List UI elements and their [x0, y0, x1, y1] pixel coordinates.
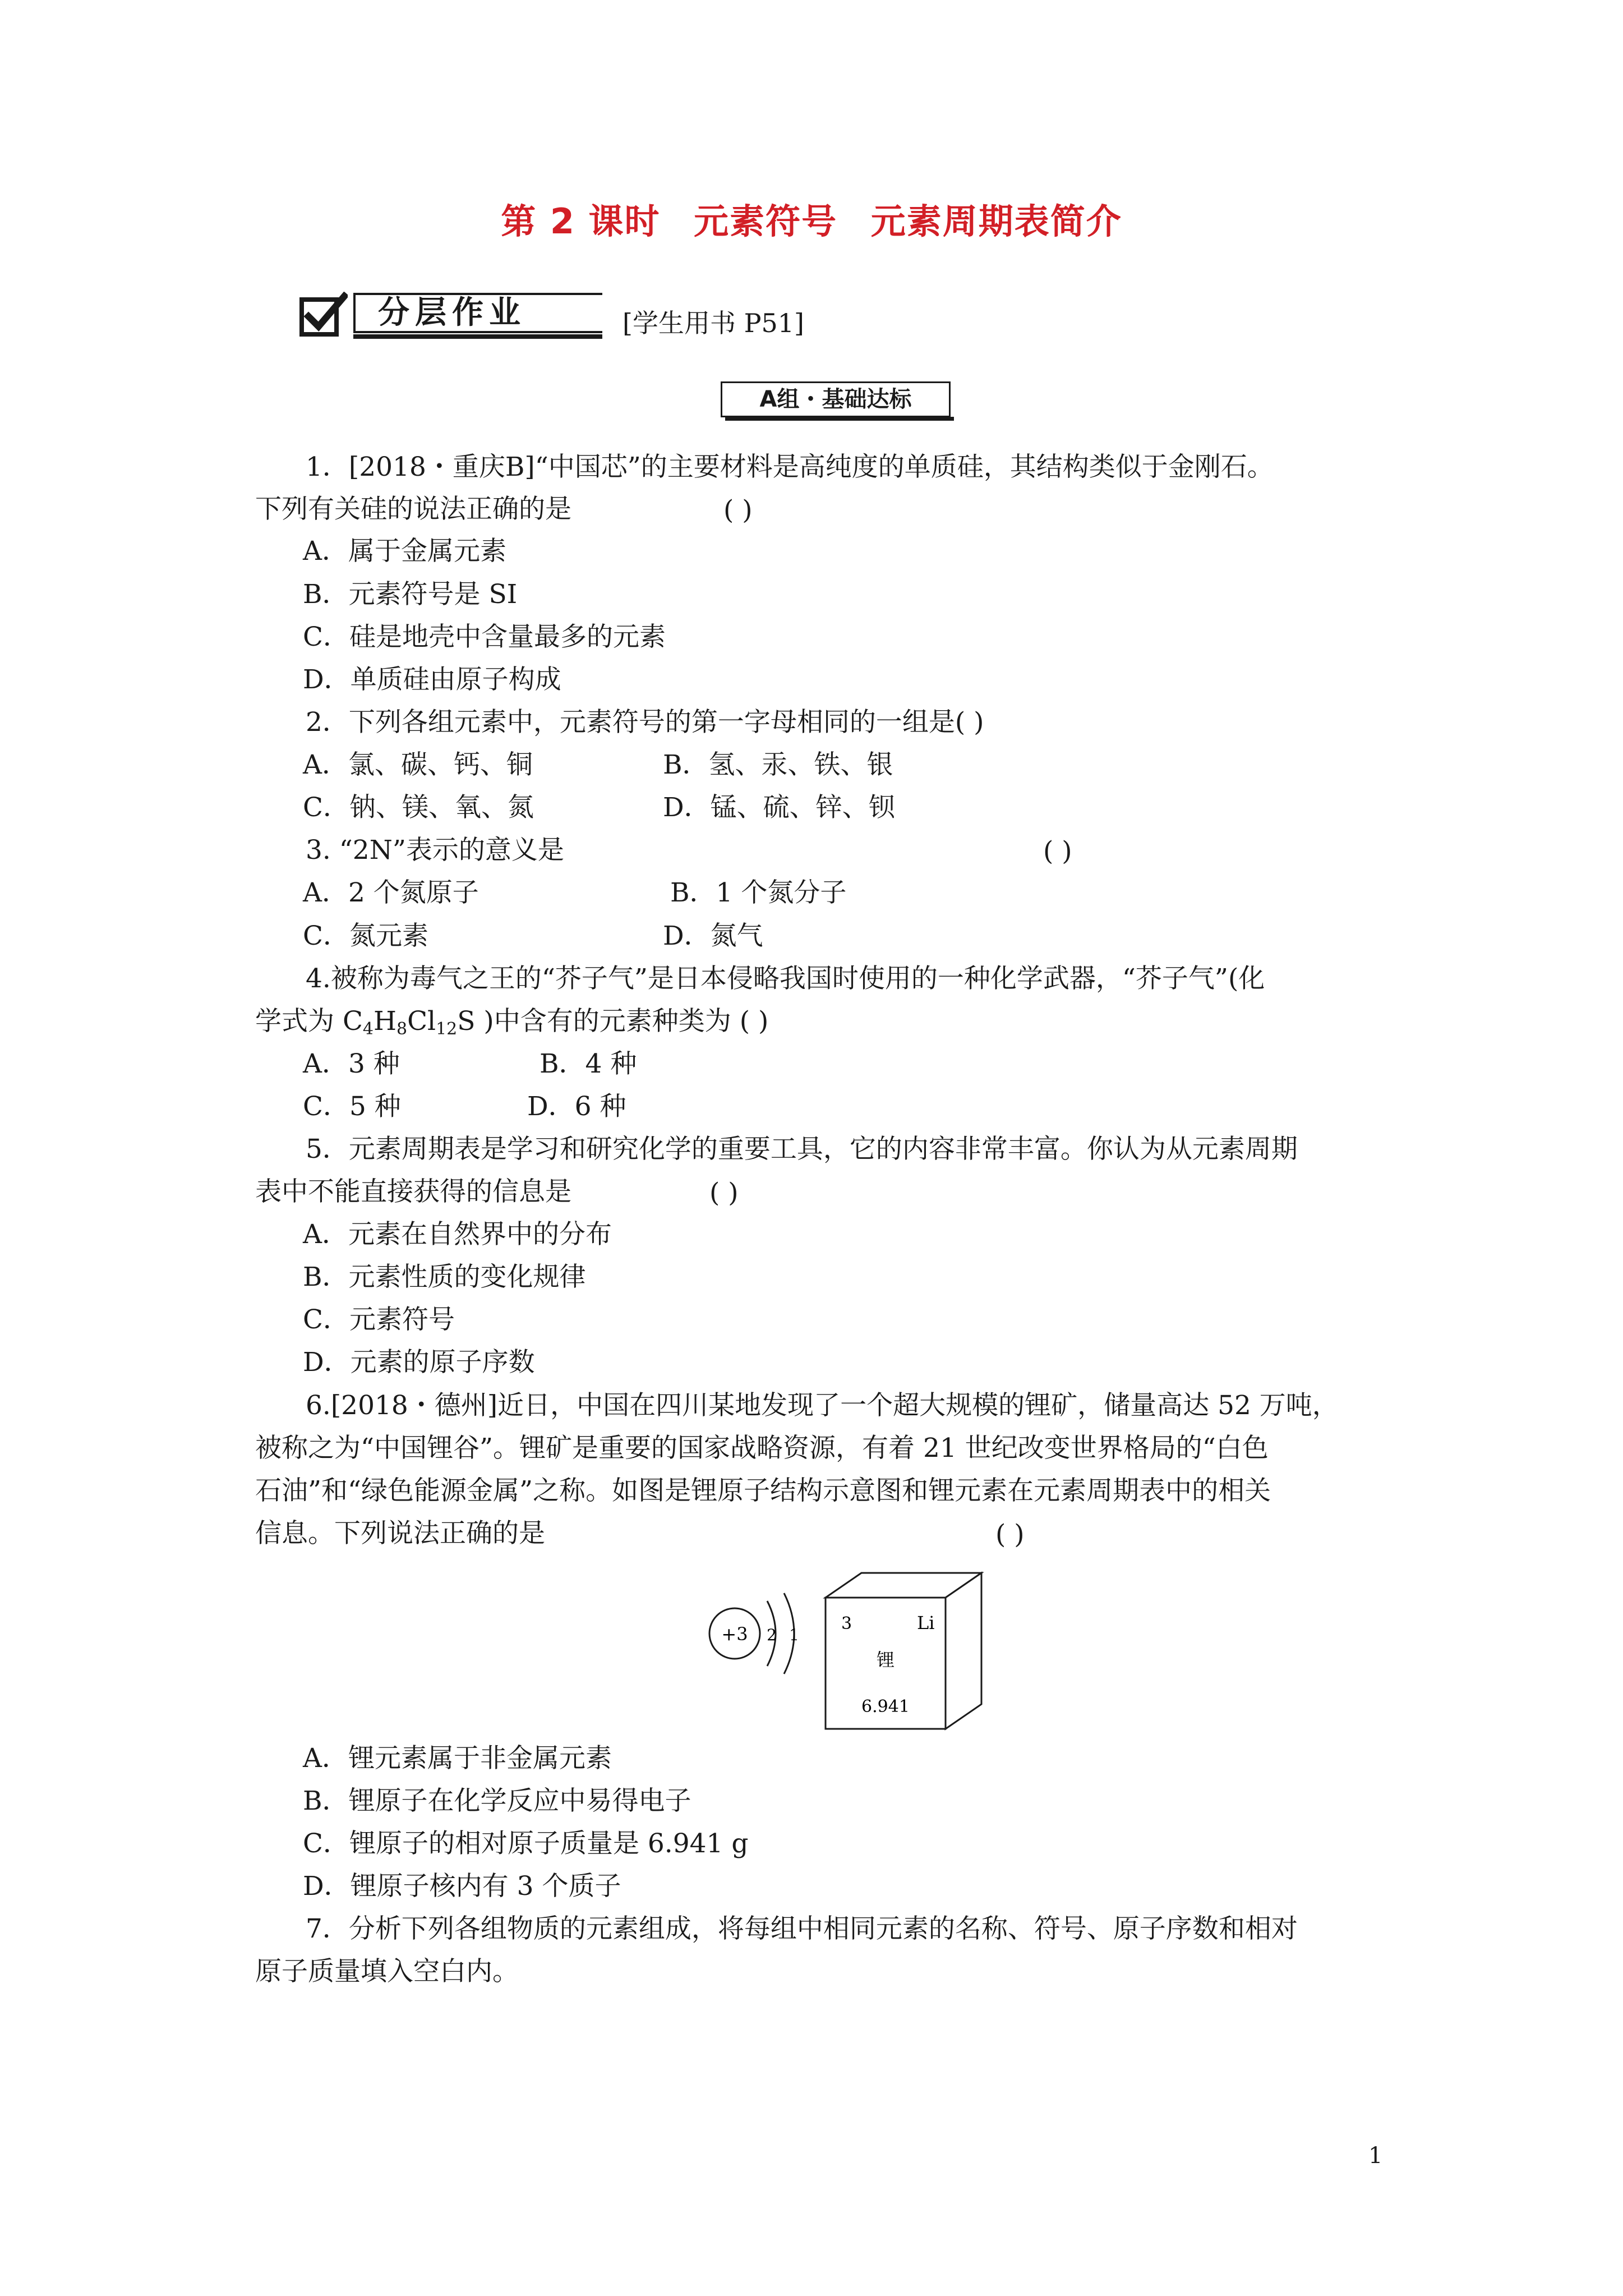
q6-option-c: C．锂原子的相对原子质量是 6.941 g — [303, 1828, 749, 1859]
q4-option-b: B．4 种 — [540, 1048, 637, 1079]
q4-sub-chlorine: 12 — [436, 1019, 458, 1039]
q3-option-d: D．氮气 — [663, 921, 763, 951]
title-periodic-table: 元素周期表简介 — [870, 201, 1122, 242]
group-label-shadow — [725, 417, 954, 421]
q4-option-a: A．3 种 — [303, 1048, 400, 1079]
q1-stem-line2: 下列有关硅的说法正确的是 — [255, 494, 571, 524]
homework-underline — [353, 334, 602, 339]
q7-stem-line2: 原子质量填入空白内。 — [255, 1956, 519, 1987]
q6-stem-line1: 6.[2018・德州]近日，中国在四川某地发现了一个超大规模的锂矿，储量高达 52 万吨， — [306, 1390, 1339, 1421]
q4-sub-hydrogen: 8 — [396, 1019, 408, 1039]
q5-option-d: D．元素的原子序数 — [303, 1347, 535, 1378]
nucleus-charge: +3 — [721, 1623, 748, 1645]
q3-option-a: A．2 个氮原子 — [303, 877, 479, 908]
q1-option-d: D．单质硅由原子构成 — [303, 664, 561, 695]
q5-option-b: B．元素性质的变化规律 — [303, 1262, 586, 1292]
q4-option-d: D．6 种 — [527, 1091, 626, 1122]
atomic-number: 3 — [841, 1614, 852, 1634]
page-number: 1 — [1368, 2143, 1383, 2169]
element-name: 锂 — [876, 1649, 895, 1671]
lithium-figure — [701, 1571, 993, 1739]
group-label: A组・基础达标 — [721, 381, 951, 417]
q3-answer-blank: ( ) — [1043, 836, 1072, 867]
q5-stem-line2: 表中不能直接获得的信息是 — [255, 1176, 571, 1207]
checkbox-checked-icon — [299, 292, 348, 340]
title-lesson: 第 2 课时 — [501, 201, 661, 242]
q1-option-b: B．元素符号是 SI — [303, 579, 518, 610]
q4-stem-line1: 4.被称为毒气之王的“芥子气”是日本侵略我国时使用的一种化学武器，“芥子气”(化 — [306, 963, 1265, 994]
q6-stem-line4: 信息。下列说法正确的是 — [255, 1518, 545, 1549]
title-symbols: 元素符号 — [694, 201, 838, 242]
atomic-mass: 6.941 — [861, 1697, 910, 1717]
q6-stem-line2: 被称之为“中国锂谷”。锂矿是重要的国家战略资源，有着 21 世纪改变世界格局的“白色 — [255, 1433, 1269, 1464]
q6-option-b: B．锂原子在化学反应中易得电子 — [303, 1786, 691, 1816]
q3-option-c: C．氮元素 — [303, 921, 428, 951]
q2-option-b: B．氢、汞、铁、银 — [663, 749, 893, 780]
q4-hydrogen: H — [374, 1006, 396, 1037]
shell1-electrons: 2 — [767, 1626, 777, 1644]
q1-option-a: A．属于金属元素 — [303, 536, 506, 567]
q7-stem-line1: 7．分析下列各组物质的元素组成，将每组中相同元素的名称、符号、原子序数和相对 — [306, 1913, 1298, 1944]
q2-stem: 2．下列各组元素中，元素符号的第一字母相同的一组是( ) — [306, 707, 984, 738]
q2-option-a: A．氯、碳、钙、铜 — [303, 749, 533, 780]
q4-stem-line2 — [255, 1005, 768, 1046]
q1-option-c: C．硅是地壳中含量最多的元素 — [303, 622, 666, 652]
periodic-table-cell — [826, 1573, 981, 1729]
page-title — [0, 194, 1623, 243]
q4-formula-prefix: 学式为 C — [255, 1006, 363, 1037]
q4-sub-carbon: 4 — [362, 1019, 374, 1039]
q6-stem-line3: 石油”和“绿色能源金属”之称。如图是锂原子结构示意图和锂元素在元素周期表中的相关 — [255, 1475, 1271, 1506]
q4-formula-suffix: S )中含有的元素种类为 ( ) — [457, 1006, 769, 1037]
q3-option-b: B．1 个氮分子 — [670, 877, 847, 908]
atom-structure-diagram — [709, 1593, 799, 1674]
q4-option-c: C．5 种 — [303, 1091, 401, 1122]
q5-option-a: A．元素在自然界中的分布 — [303, 1219, 612, 1250]
shell2-electrons: 1 — [789, 1626, 799, 1644]
q6-option-a: A．锂元素属于非金属元素 — [303, 1743, 612, 1774]
q5-option-c: C．元素符号 — [303, 1304, 455, 1335]
q6-answer-blank: ( ) — [995, 1519, 1025, 1550]
q1-answer-blank: ( ) — [723, 495, 753, 526]
q3-stem: 3. “2N”表示的意义是 — [306, 835, 564, 866]
q2-option-d: D．锰、硫、锌、钡 — [663, 792, 895, 823]
q5-stem-line1: 5．元素周期表是学习和研究化学的重要工具，它的内容非常丰富。你认为从元素周期 — [306, 1134, 1298, 1165]
homework-label: 分层作业 — [353, 293, 602, 333]
q2-option-c: C．钠、镁、氧、氮 — [303, 792, 534, 823]
q6-option-d: D．锂原子核内有 3 个质子 — [303, 1871, 621, 1902]
homework-reference: [学生用书 P51] — [623, 308, 804, 338]
q1-stem-line1: 1．[2018・重庆B]“中国芯”的主要材料是高纯度的单质硅，其结构类似于金刚石。 — [306, 452, 1274, 482]
q4-chlorine: Cl — [407, 1006, 436, 1037]
element-symbol: Li — [917, 1612, 935, 1634]
q5-answer-blank: ( ) — [709, 1177, 739, 1208]
